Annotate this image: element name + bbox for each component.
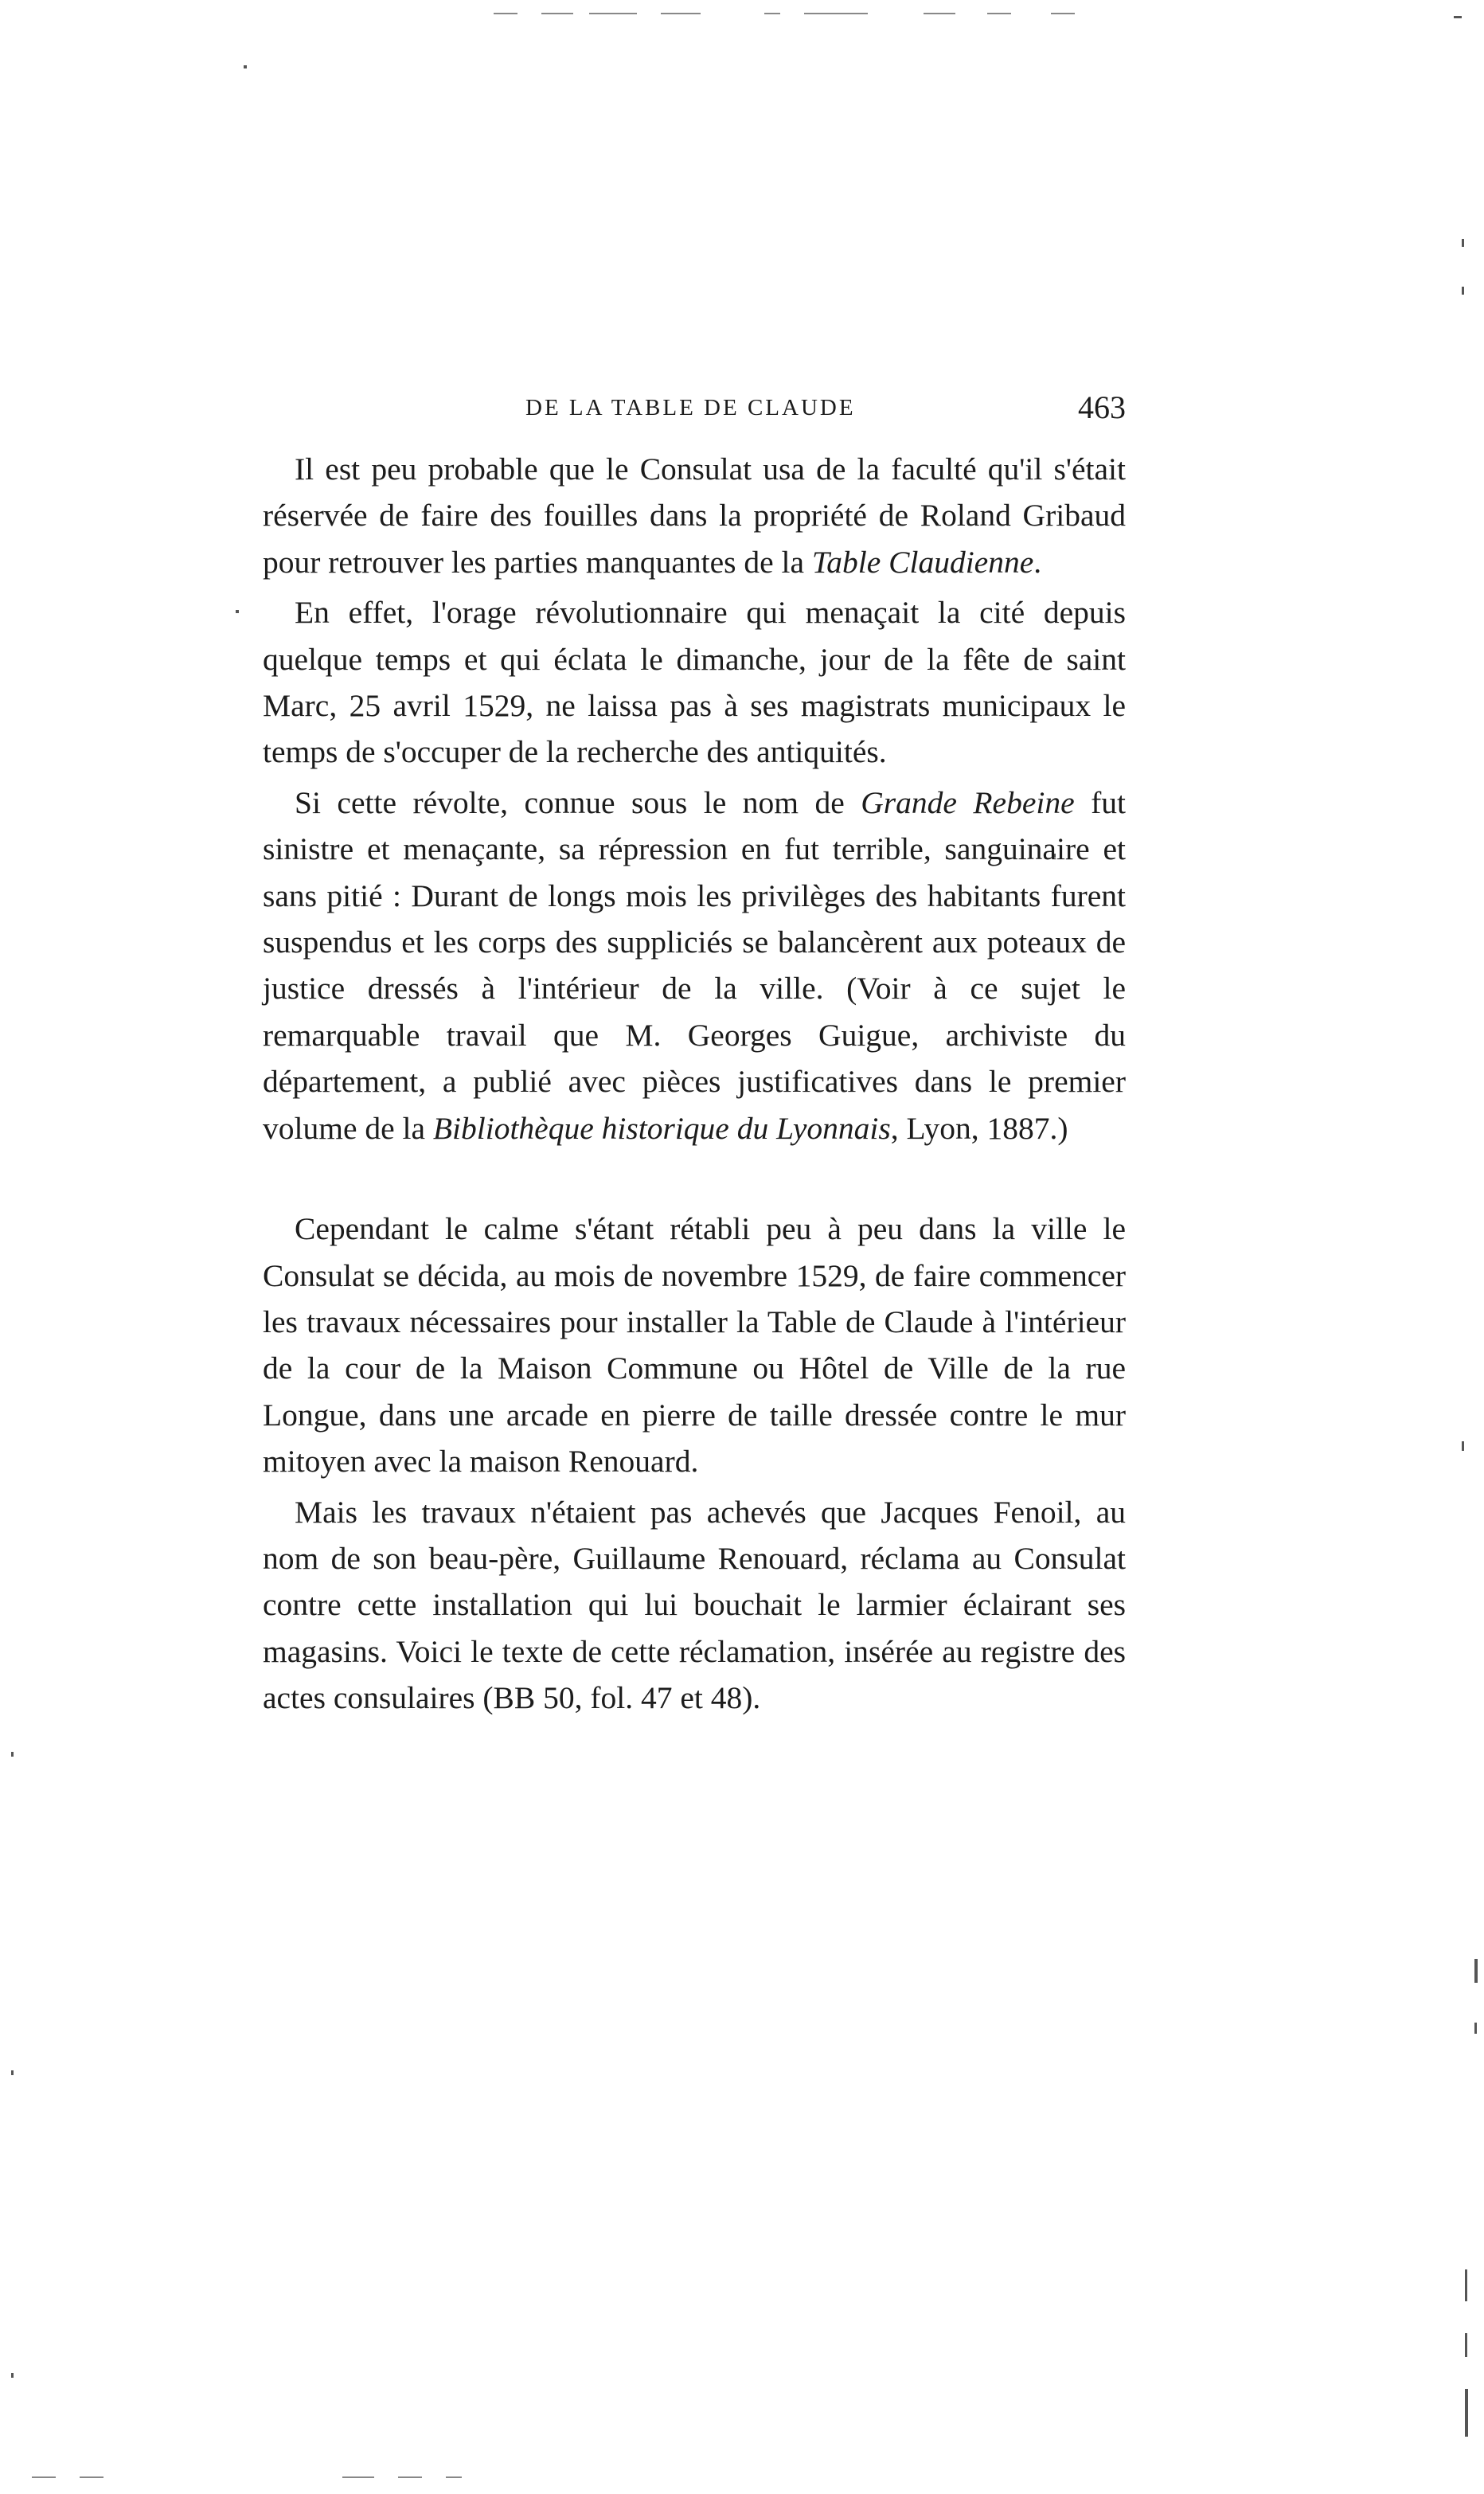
paragraph-5 (263, 1489, 1126, 1722)
body-text (263, 446, 1126, 1722)
scan-mark (494, 13, 517, 14)
scan-mark (446, 2476, 462, 2478)
scan-mark (80, 2476, 103, 2478)
running-head (263, 389, 1126, 436)
scan-mark (11, 2070, 14, 2075)
paragraph-text: . (1033, 544, 1042, 580)
italic-phrase: Table Claudienne (811, 544, 1034, 580)
paragraph-text: Cependant le calme s'étant rétabli peu à peu dans la ville le Consulat se décida, au mois de novembre 1529, de faire commencer les travaux nécessaires pour installer la Table de Claude à l'intérieur de la cour de la Maison Commune ou Hôtel de Ville de la rue Longue, dans une arcade en pierre de taille dressée contre le mur mitoyen avec la maison Renouard. (263, 1211, 1126, 1480)
paragraph-text: , Lyon, 1887.) (890, 1110, 1068, 1146)
scan-speck (1454, 16, 1462, 18)
italic-phrase: Grande Rebeine (861, 784, 1075, 820)
scan-mark (1474, 2023, 1477, 2034)
scan-mark (804, 13, 868, 14)
scan-mark (398, 2476, 422, 2478)
scan-mark (11, 1752, 14, 1757)
paragraph-1 (263, 446, 1126, 585)
scan-mark (1465, 2269, 1467, 2301)
paragraph-text: Mais les travaux n'étaient pas achevés que Jacques Fenoil, au nom de son beau-père, Guillaume Renouard, réclama au Consulat contre cette installation qui lui bouchait le larmier éclairant ses magasins. Voici le texte de cette réclamation, insérée au registre des actes consulaires (BB 50, fol. 47 et 48). (263, 1494, 1126, 1716)
paragraph-text: Il est peu probable que le Consulat usa de la faculté qu'il s'était réservée de faire des fouilles dans la propriété de Roland Gribaud pour retrouver les parties manquantes de la (263, 452, 1126, 580)
scan-speck (236, 610, 239, 613)
scan-mark (1462, 1441, 1464, 1451)
running-title: DE LA TABLE DE CLAUDE (525, 395, 856, 420)
scan-mark (541, 13, 573, 14)
scan-mark (1051, 13, 1075, 14)
scan-mark (1465, 2333, 1467, 2357)
scan-mark (661, 13, 701, 14)
paragraph-text: Si cette révolte, connue sous le nom de (295, 784, 861, 820)
scan-mark (11, 2373, 14, 2378)
scan-mark (924, 13, 955, 14)
paragraph-text: En effet, l'orage révolutionnaire qui menaçait la cité depuis quelque temps et qui éclata le dimanche, jour de la fête de saint Marc, 25 avril 1529, ne laissa pas à ses magistrats municipaux le temps de s'occuper de la recherche des antiquités. (263, 595, 1126, 770)
scan-speck (244, 65, 247, 68)
scan-mark (1462, 239, 1464, 247)
paragraph-text: fut sinistre et menaçante, sa répression en fut terrible, sanguinaire et sans pitié : Durant de longs mois les privilèges des habitants furent suspendus et les corps des suppliciés se balancèrent aux poteaux de justice dressés à l'intérieur de la ville. (Voir à ce sujet le remarquable travail que M. Georges Guigue, archiviste du département, a publié avec pièces justificatives dans le premier volume de la (263, 784, 1126, 1146)
paragraph-4 (263, 1206, 1126, 1484)
scan-mark (1462, 287, 1464, 295)
page-number: 463 (1078, 389, 1126, 425)
scan-mark (1474, 1959, 1478, 1983)
scan-mark (1465, 2389, 1468, 2437)
italic-phrase: Bibliothèque historique du Lyonnais (432, 1110, 891, 1146)
paragraph-2 (263, 589, 1126, 776)
scan-mark (987, 13, 1011, 14)
scan-mark (342, 2476, 374, 2478)
scan-mark (764, 13, 780, 14)
paragraph-3 (263, 780, 1126, 1151)
scan-mark (32, 2476, 56, 2478)
scan-mark (589, 13, 637, 14)
